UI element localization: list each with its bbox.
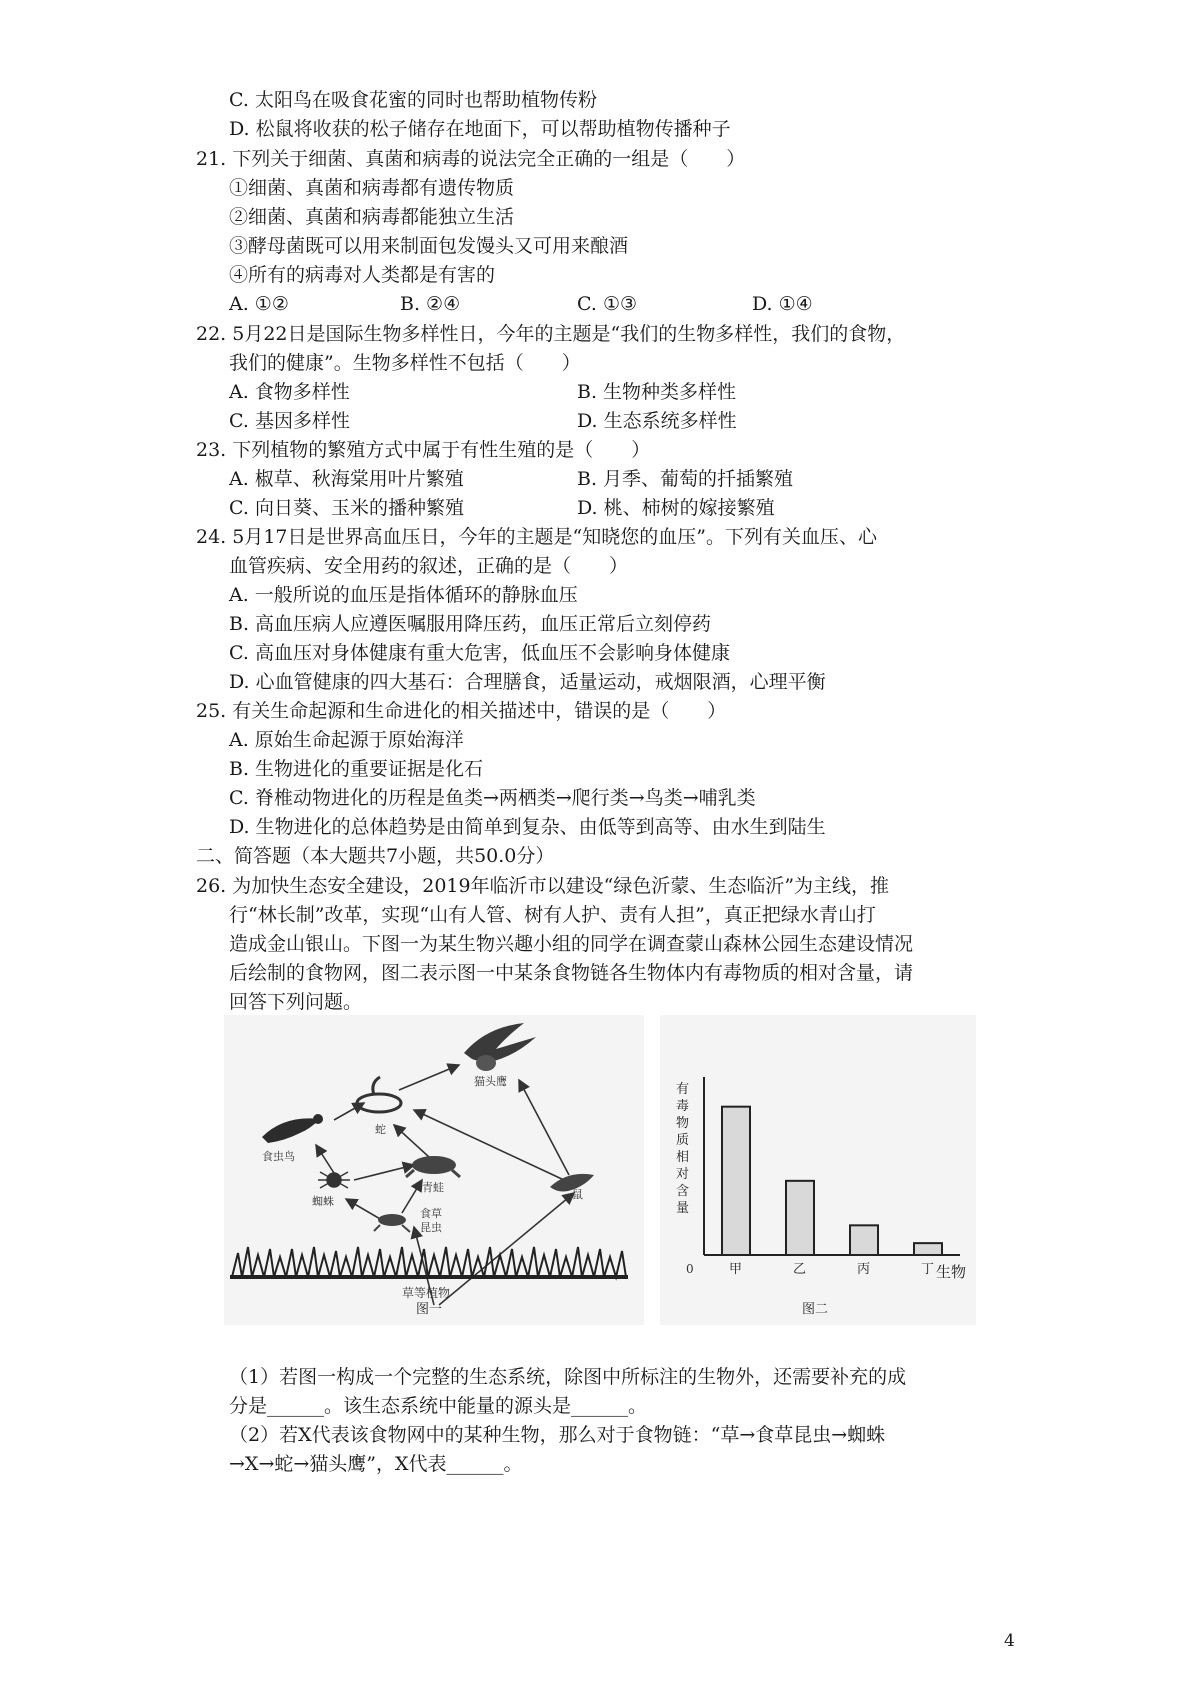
q23-option-d: D. 桃、柿树的嫁接繁殖 — [577, 497, 775, 519]
q21-statement-1: ①细菌、真菌和病毒都有遗传物质 — [229, 177, 515, 199]
spider-illustration — [318, 1172, 350, 1188]
q21-option-d: D. ①④ — [752, 293, 813, 315]
q24-option-a: A. 一般所说的血压是指体循环的静脉血压 — [229, 584, 578, 606]
q25-stem: 25. 有关生命起源和生命进化的相关描述中，错误的是（ ） — [196, 700, 727, 722]
ylabel-char: 毒 — [676, 1099, 690, 1114]
tick-label-4: 丁 — [921, 1262, 935, 1277]
q24-stem-line2: 血管疾病、安全用药的叙述，正确的是（ ） — [229, 555, 629, 577]
q24-option-d: D. 心血管健康的四大基石：合理膳食，适量运动，戒烟限酒，心理平衡 — [229, 671, 826, 693]
q25-option-a: A. 原始生命起源于原始海洋 — [229, 729, 464, 751]
section-heading: 二、简答题（本大题共7小题，共50.0分） — [196, 845, 555, 867]
q21-stem: 21. 下列关于细菌、真菌和病毒的说法完全正确的一组是（ ） — [196, 148, 746, 170]
q20-option-c: C. 太阳鸟在吸食花蜜的同时也帮助植物传粉 — [229, 89, 597, 111]
q25-option-b: B. 生物进化的重要证据是化石 — [229, 758, 484, 780]
q24-option-b: B. 高血压病人应遵医嘱服用降压药，血压正常后立刻停药 — [229, 613, 712, 635]
q21-option-b: B. ②④ — [400, 293, 461, 315]
q23-option-a: A. 椒草、秋海棠用叶片繁殖 — [229, 468, 464, 490]
bar-3 — [850, 1225, 878, 1255]
q24-stem-line1: 24. 5月17日是世界高血压日，今年的主题是“知晓您的血压”。下列有关血压、心 — [196, 526, 877, 548]
frog-label: 青蛙 — [422, 1181, 444, 1194]
q21-option-c: C. ①③ — [577, 293, 638, 315]
ylabel-char: 含 — [676, 1184, 690, 1199]
q26-para-line4: 后绘制的食物网，图二表示图一中某条食物链各生物体内有毒物质的相对含量，请 — [229, 962, 914, 984]
chart-background — [660, 1015, 976, 1325]
spider-label: 蜘蛛 — [312, 1195, 334, 1208]
chart-title: 图二 — [802, 1302, 829, 1317]
q21-statement-4: ④所有的病毒对人类都是有害的 — [229, 264, 496, 286]
q21-option-a: A. ①② — [229, 293, 289, 315]
q25-option-d: D. 生物进化的总体趋势是由简单到复杂、由低等到高等、由水生到陆生 — [229, 816, 826, 838]
q26-sub1-line2: 分是______。该生态系统中能量的源头是______。 — [229, 1395, 648, 1417]
q23-stem: 23. 下列植物的繁殖方式中属于有性生殖的是（ ） — [196, 439, 651, 461]
q22-option-d: D. 生态系统多样性 — [577, 410, 737, 432]
q22-option-c: C. 基因多样性 — [229, 410, 350, 432]
snake-label: 蛇 — [375, 1123, 386, 1136]
mouse-label: 鼠 — [572, 1188, 583, 1201]
q23-option-b: B. 月季、葡萄的扦插繁殖 — [577, 468, 794, 490]
ylabel-char: 质 — [676, 1133, 690, 1148]
bar-4 — [914, 1243, 942, 1255]
owl-label: 猫头鹰 — [474, 1075, 507, 1088]
q22-stem-line2: 我们的健康”。生物多样性不包括（ ） — [229, 352, 581, 374]
q24-option-c: C. 高血压对身体健康有重大危害，低血压不会影响身体健康 — [229, 642, 730, 664]
tick-label-1: 甲 — [729, 1262, 743, 1277]
q26-para-line1: 26. 为加快生态安全建设，2019年临沂市以建设“绿色沂蒙、生态临沂”为主线，推 — [196, 875, 890, 897]
ylabel-char: 对 — [676, 1167, 690, 1182]
ylabel-char: 相 — [676, 1150, 690, 1165]
q26-sub2-line1: （2）若X代表该食物网中的某种生物，那么对于食物链：“草→食草昆虫→蜘蛛 — [229, 1424, 886, 1446]
q22-option-b: B. 生物种类多样性 — [577, 381, 737, 403]
tick-label-3: 丙 — [857, 1262, 871, 1277]
chart-origin-label: 0 — [686, 1262, 694, 1276]
q25-option-c: C. 脊椎动物进化的历程是鱼类→两栖类→爬行类→鸟类→哺乳类 — [229, 787, 756, 809]
bar-2 — [786, 1181, 814, 1255]
q26-para-line5: 回答下列问题。 — [229, 991, 363, 1013]
q26-sub2-line2: →X→蛇→猫头鹰”，X代表______。 — [229, 1453, 523, 1475]
q21-statement-3: ③酵母菌既可以用来制面包发馒头又可用来酿酒 — [229, 235, 629, 257]
insect-label-line2: 昆虫 — [420, 1221, 442, 1234]
q20-option-d: D. 松鼠将收获的松子储存在地面下，可以帮助植物传播种子 — [229, 118, 731, 140]
ylabel-char: 量 — [676, 1201, 690, 1216]
q21-statement-2: ②细菌、真菌和病毒都能独立生活 — [229, 206, 515, 228]
q26-sub1-line1: （1）若图一构成一个完整的生态系统，除图中所标注的生物外，还需要补充的成 — [229, 1366, 907, 1388]
food-web-figure — [224, 1015, 644, 1325]
bar-1 — [722, 1107, 750, 1255]
insect-label-line1: 食草 — [420, 1207, 442, 1220]
figure1-caption: 图一 — [416, 1302, 443, 1317]
chart-xlabel: 生物 — [936, 1263, 967, 1281]
ylabel-char: 物 — [676, 1116, 690, 1131]
page-number: 4 — [1004, 1631, 1015, 1651]
tick-label-2: 乙 — [793, 1262, 807, 1277]
ylabel-char: 有 — [676, 1082, 690, 1097]
q22-option-a: A. 食物多样性 — [229, 381, 350, 403]
q26-para-line2: 行“林长制”改革，实现“山有人管、树有人护、责有人担”，真正把绿水青山打 — [229, 904, 876, 926]
toxin-bar-chart — [660, 1015, 976, 1325]
q22-stem-line1: 22. 5月22日是国际生物多样性日，今年的主题是“我们的生物多样性，我们的食物， — [196, 323, 906, 345]
bird-label: 食虫鸟 — [262, 1150, 295, 1163]
q23-option-c: C. 向日葵、玉米的播种繁殖 — [229, 497, 464, 519]
grass-label: 草等植物 — [402, 1286, 451, 1300]
q26-para-line3: 造成金山银山。下图一为某生物兴趣小组的同学在调查蒙山森林公园生态建设情况 — [229, 933, 914, 955]
